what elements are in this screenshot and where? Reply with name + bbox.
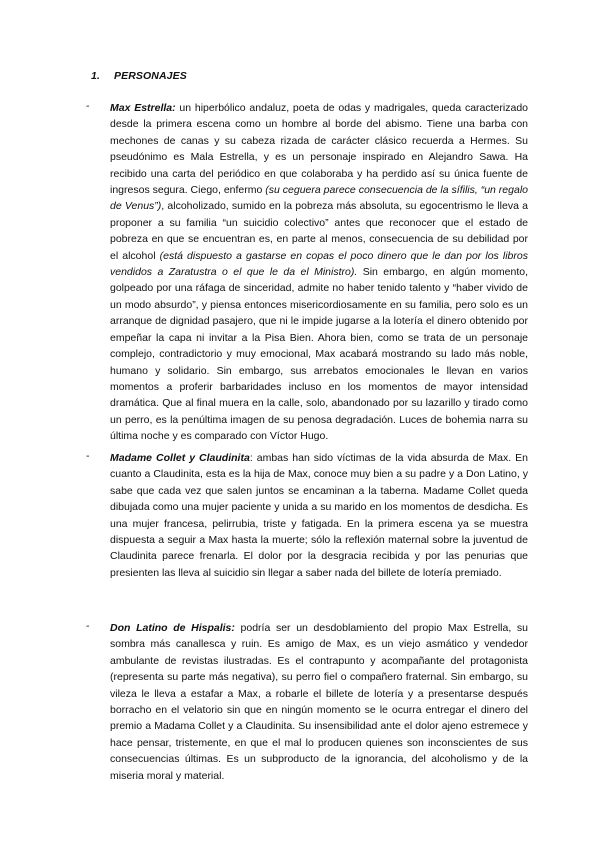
section-number: 1. [91, 70, 100, 82]
italic-aside: (su ceguera parece consecuencia de la sífilis, “un regalo de Venus”) [110, 184, 528, 213]
paragraph-text: , alcoholizado, sumido en la pobreza más absoluta, su egocentrismo le lleva a proponer a su familia “un suicidio colectivo” antes que reconocer que el estado de pobreza en que se encuentran es, en parte al menos, consecuencia de su debilidad por el alcohol [110, 200, 528, 262]
character-entry-max-estrella [86, 100, 528, 445]
bullet-dash: - [86, 450, 90, 462]
character-name: Max Estrella: [110, 102, 176, 114]
character-entry-don-latino [86, 620, 528, 784]
character-entry-madame-collet [86, 450, 528, 581]
paragraph-text: un hiperbólico andaluz, poeta de odas y madrigales, queda caracterizado desde la primera escena como un hombre al borde del abismo. Tiene una barba con mechones de canas y su cabeza rizada de carácter clásico recuerda a Hermes. Su pseudónimo es Mala Estrella, y es un personaje inspirado en Alejandro Sawa. Ha recibido una carta del periódico en que colaboraba y ha perdido así su única fuente de ingresos segura. Ciego, enfermo [110, 102, 529, 197]
entry-paragraph [110, 450, 528, 581]
section-heading [91, 70, 187, 82]
paragraph-text: podría ser un desdoblamiento del propio Max Estrella, su sombra más canallesca y ruin. Es amigo de Max, es un viejo asmático y vendedor ambulante de revistas ilustradas. Es el contrapunto y acompañante del protagonista (representa su parte más negativa), su perro fiel o compañero fraternal. Sin embargo, su vileza le lleva a estafar a Max, a robarle el billete de lotería y a presentarse después borracho en el velatorio sin que en ningún momento se le ocurra entregar el dinero del premio a Madama Collet y a Claudinita. Su insensibilidad ante el dolor ajeno estremece y hace pensar, tristemente, en que el mal lo producen quienes son inconscientes de sus consecuencias últimas. Es un subproducto de la ignorancia, del alcoholismo y de la miseria moral y material. [110, 622, 528, 782]
character-name: Madame Collet y Claudinita [110, 452, 250, 464]
entry-paragraph [110, 620, 528, 784]
paragraph-text: Sin embargo, en algún momento, golpeado por una ráfaga de sinceridad, admite no haber tenido talento y “haber vivido de un modo absurdo”, y piensa entonces misericordiosamente en su familia, pero solo es un arranque de dignidad pasajero, que ni le impide jugarse a la lotería el dinero obtenido por empeñar la capa ni invitar a la Pisa Bien. Ahora bien, como se trata de un personaje complejo, contradictorio y muy emocional, Max acabará mostrando su lado más noble, humano y solidario. Sin embargo, sus arrebatos emocionales le llevan en varios momentos a proferir barbaridades incluso en los momentos de mayor intensidad dramática. Que al final muera en la calle, solo, abandonado por su lazarillo y tirado como un perro, es la penúltima imagen de su penosa degradación. Luces de bohemia narra su última noche y es comparado con Víctor Hugo. [110, 266, 528, 443]
paragraph-text: : ambas han sido víctimas de la vida absurda de Max. En cuanto a Claudinita, esta es la hija de Max, conoce muy bien a su padre y a Don Latino, y sabe que cada vez que salen juntos se encaminan a la taberna. Madame Collet queda dibujada como una mujer paciente y unida a su marido en los momentos de desdicha. Es una mujer francesa, pelirrubia, triste y fatigada. En la primera escena ya se muestra dispuesta a seguir a Max hasta la muerte; sólo la reflexión maternal sobre la juventud de Claudinita parece frenarla. El dolor por la desgracia recibida y por las penurias que presienten las lleva al suicidio sin llegar a saber nada del billete de lotería premiado. [110, 452, 528, 579]
character-name: Don Latino de Hispalis: [110, 622, 235, 634]
bullet-dash: - [86, 100, 90, 112]
italic-aside: (está dispuesto a gastarse en copas el poco dinero que le dan por los libros vendidos a Zaratustra o el que le da el Ministro). [110, 249, 528, 279]
bullet-dash: - [86, 620, 90, 632]
entry-paragraph [110, 100, 528, 445]
section-title: PERSONAJES [114, 70, 187, 82]
